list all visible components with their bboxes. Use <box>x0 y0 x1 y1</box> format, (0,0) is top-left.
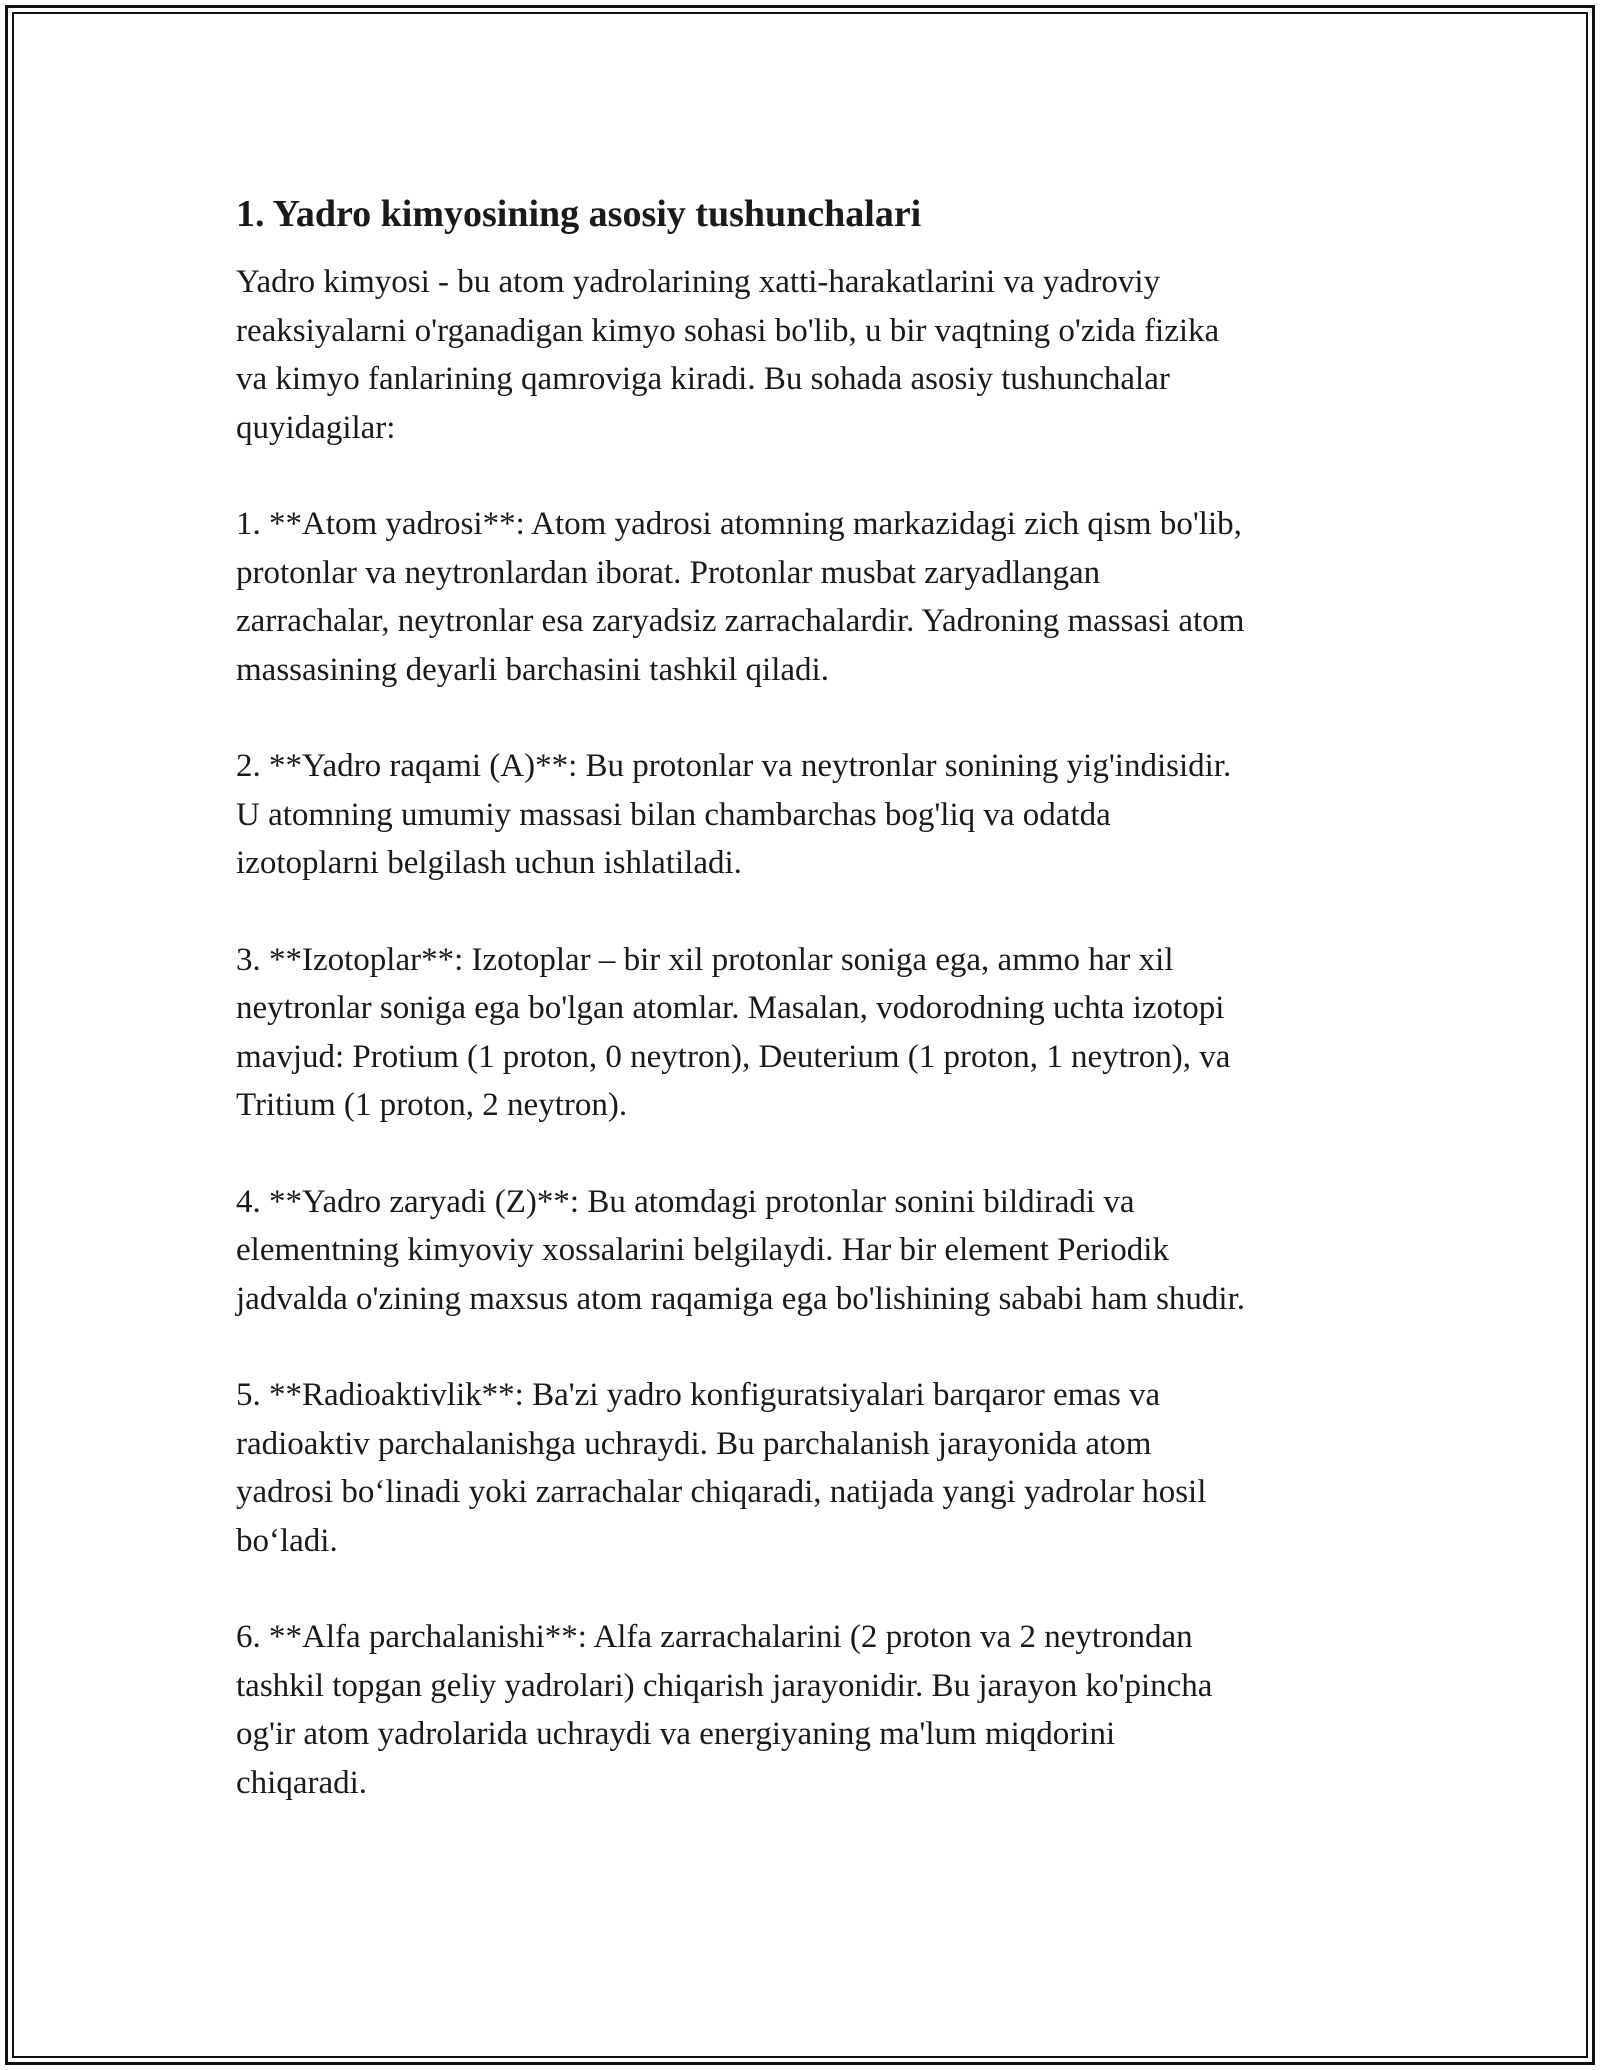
list-item-atom-yadrosi: 1. **Atom yadrosi**: Atom yadrosi atomning markazidagi zich qism bo'lib, protonlar va neytronlardan iborat. Protonlar musbat zaryadlangan zarrachalar, neytronlar esa zaryadsiz zarrachalardir. Yadroning massasi atom massasining deyarli barchasini tashkil qiladi. <box>236 506 1245 688</box>
intro-paragraph: Yadro kimyosi - bu atom yadrolarining xatti-harakatlarini va yadroviy reaksiyalarni o'rganadigan kimyo sohasi bo'lib, u bir vaqtning o'zida fizika va kimyo fanlarining qamroviga kiradi. Bu sohada asosiy tushunchalar quyidagilar: <box>236 264 1220 446</box>
document-body <box>236 186 1376 1855</box>
list-item-yadro-raqami: 2. **Yadro raqami (A)**: Bu protonlar va neytronlar sonining yig'indisidir. U atomning umumiy massasi bilan chambarchas bog'liq va odatda izotoplarni belgilash uchun ishlatiladi. <box>236 748 1232 881</box>
list-item-yadro-zaryadi: 4. **Yadro zaryadi (Z)**: Bu atomdagi protonlar sonini bildiradi va elementning kimyoviy xossalarini belgilaydi. Har bir element Periodik jadvalda o'zining maxsus atom raqamiga ega bo'lishining sababi ham shudir. <box>236 1183 1246 1317</box>
list-item-alfa-parchalanishi: 6. **Alfa parchalanishi**: Alfa zarrachalarini (2 proton va 2 neytrondan tashkil topgan geliy yadrolari) chiqarish jarayonidir. Bu jarayon ko'pincha og'ir atom yadrolarida uchraydi va energiyaning ma'lum miqdorini chiqaradi. <box>236 1619 1213 1801</box>
section-heading: 1. Yadro kimyosining asosiy tushunchalari <box>236 193 922 235</box>
list-item-radioaktivlik: 5. **Radioaktivlik**: Ba'zi yadro konfiguratsiyalari barqaror emas va radioaktiv parchalanishga uchraydi. Bu parchalanish jarayonida atom yadrosi bo‘linadi yoki zarrachalar chiqaradi, natijada yangi yadrolar hosil bo‘ladi. <box>236 1377 1207 1559</box>
list-item-izotoplar: 3. **Izotoplar**: Izotoplar – bir xil protonlar soniga ega, ammo har xil neytronlar soniga ega bo'lgan atomlar. Masalan, vodorodning uchta izotopi mavjud: Protium (1 proton, 0 neytron), Deuterium (1 proton, 1 neytron), va Tritium (1 proton, 2 neytron). <box>236 941 1231 1123</box>
